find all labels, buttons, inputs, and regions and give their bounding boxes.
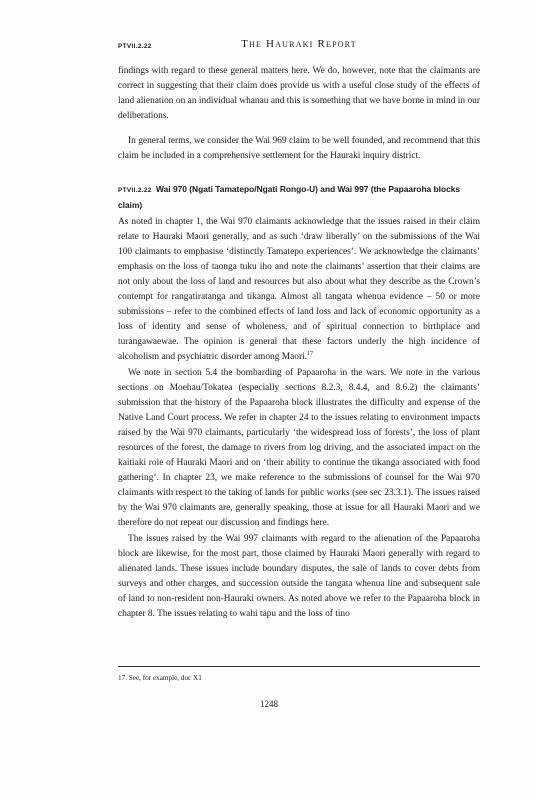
- running-title: The Hauraki Report: [241, 38, 357, 50]
- footnote-marker[interactable]: 17: [307, 351, 314, 358]
- page-header: [118, 38, 480, 54]
- footnote-rule: [118, 666, 480, 667]
- section-id: PTVII.2.22: [118, 186, 152, 194]
- body-text: [118, 64, 480, 622]
- paragraph: findings with regard to these general matters here. We do, however, note that the claimants are correct in suggesting that their claim does provide us with a useful close study of the effects of land alienation on an individual whanau and this is something that we have borne in mind in our deliberations.: [118, 66, 480, 122]
- paragraph: We note in section 5.4 the bombarding of Papaaroha in the wars. We note in the various sections on Moehau/Tokatea (especially sections 8.2.3, 8.4.4, and 8.6.2) the claimants’ submission that the history of the Papaaroha block illustrates the difficulty and expense of the Native Land Court process. We refer in chapter 24 to the issues relating to environment impacts raised by the Wai 970 claimants, particularly ‘the widespread loss of forests’, the loss of plant resources of the forest, the damage to rivers from log driving, and the associated impact on the kaitiaki role of Hauraki Maori and on ‘their ability to continue the tikanga associated with food gathering’. In chapter 23, we make reference to the submissions of counsel for the Wai 970 claimants with respect to the taking of lands for public works (see sec 23.3.1). The issues raised by the Wai 970 claimants are, generally speaking, those at issue for all Hauraki Maori and we therefore do not repeat our discussion and findings here.: [118, 367, 480, 529]
- paragraph: [118, 215, 480, 366]
- paragraph-gap: [118, 124, 480, 134]
- section-heading: [118, 182, 480, 212]
- paragraph: The issues raised by the Wai 997 claimants with regard to the alienation of the Papaaroha block are likewise, for the most part, those claimed by Hauraki Maori generally with regard to alienated lands. These issues include boundary disputes, the sale of lands to cover debts from surveys and other charges, and succession outside the tangata whenua line and subsequent sale of land to non-resident non-Hauraki owners. As noted above we refer to the Papaaroha block in chapter 8. The issues relating to wahi tapu and the loss of tino: [118, 533, 480, 619]
- section-reference: PTVII.2.22: [118, 43, 152, 50]
- page-number: 1248: [260, 699, 278, 709]
- section-gap: [118, 165, 480, 182]
- paragraph-text: As noted in chapter 1, the Wai 970 claimants acknowledge that the issues raised in their claim relate to Hauraki Maori generally, and as such ‘draw liberally’ on the submissions of the Wai 100 claimants to emphasise ‘distinctly Tamatepo experiences’. We acknowledge the claimants’ emphasis on the loss of taonga tuku iho and note the claimants’ assertion that their claims are not only about the loss of land and resources but also about what they describe as the Crown’s contempt for rangatiratanga and tikanga. Almost all tangata whenua evidence – 50 or more submissions – refer to the combined effects of land loss and lack of economic opportunity as a loss of identity and sense of wholeness, and of spiritual connection to birthplace and turangawaewae. The opinion is general that these factors underly the high incidence of alcoholism and psychiatric disorder among Maori.: [118, 216, 480, 363]
- footnote: 17. See, for example, doc X1: [118, 674, 202, 682]
- paragraph: In general terms, we consider the Wai 969 claim to be well founded, and recommend that this claim be included in a comprehensive settlement for the Hauraki inquiry district.: [118, 136, 480, 162]
- section-title: Wai 970 (Ngati Tamatepo/Ngati Rongo-U) and Wai 997 (the Papaaroha blocks claim): [118, 183, 461, 210]
